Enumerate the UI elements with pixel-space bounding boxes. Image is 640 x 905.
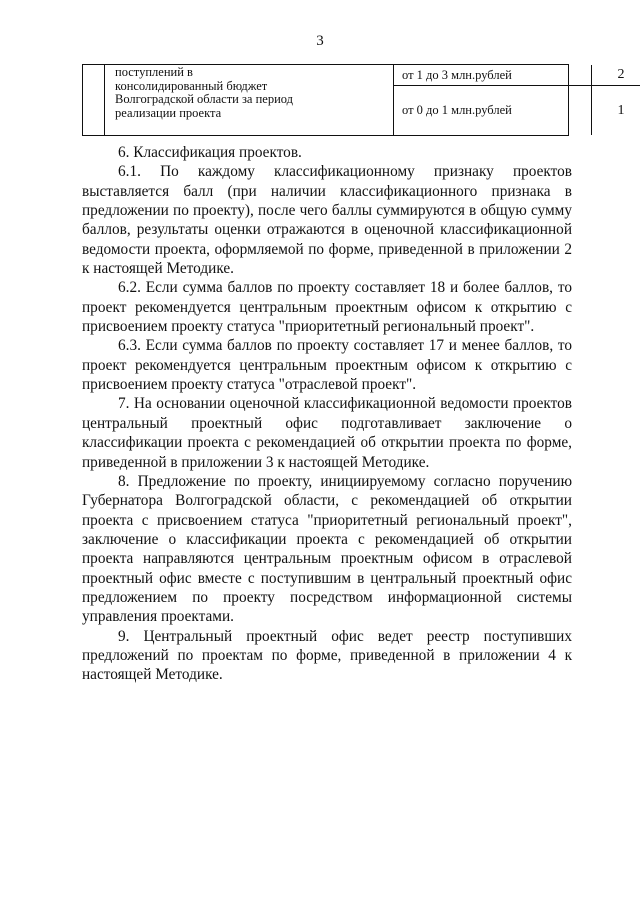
document-body [82,143,572,685]
score-column [592,65,640,135]
range-cell: от 1 до 3 млн.рублей [394,65,591,86]
page-number: 3 [316,33,324,49]
paragraph: 8. Предложение по проекту, инициируемому согласно поручению Губернатора Волгоградской области, с рекомендацией об открытии проекта с присвоением статуса "приоритетный региональный проект", заключение о классификации проекта с рекомендацией об открытии проекта направляются центральным проектным офисом в отраслевой проектный офис вместе с поступившим в центральный проектный офис предложением по проекту посредством информационной системы управления проектами. [82,472,572,626]
criterion-description-line: Волгоградской области за период [115,92,294,106]
criteria-table [82,64,625,136]
score-cell: 1 [617,102,625,118]
paragraph: 9. Центральный проектный офис ведет реестр поступивших предложений по проектам по форме, приведенной в приложении 4 к настоящей Методике. [82,627,572,684]
score-cell: 2 [592,65,640,86]
paragraph: 6.3. Если сумма баллов по проекту составляет 17 и менее баллов, то проект рекомендуется центральным проектным офисом к открытию с присвоением проекту статуса "отраслевой проект". [82,337,572,394]
table-number-column [83,65,105,135]
paragraph: 6.2. Если сумма баллов по проекту составляет 18 и более баллов, то проект рекомендуется центральным проектным офисом к открытию с присвоением проекту статуса "приоритетный региональный проект". [82,279,572,336]
paragraph: 7. На основании оценочной классификационной ведомости проектов центральный проектный офис подготавливает заключение о классификации проекта с рекомендацией об открытии проекта по форме, приведенной в приложении 3 к настоящей Методике. [82,395,572,471]
criterion-description-cell [105,65,394,135]
criterion-description-line: консолидированный бюджет [115,78,268,93]
paragraph: 6.1. По каждому классификационному признаку проектов выставляется балл (при наличии классификационного признака в предложении по проекту), после чего баллы суммируются в общую сумму баллов, результаты оценки отражаются в оценочной классификационной ведомости проекта, оформляемой по форме, приведенной в приложении 2 к настоящей Методике. [82,163,572,278]
range-cell: от 0 до 1 млн.рублей [402,103,512,117]
section-heading: 6. Классификация проектов. [118,144,302,161]
range-column [394,65,592,135]
criterion-description-line: поступлений в [115,65,193,79]
criterion-description-line: реализации проекта [115,105,222,120]
